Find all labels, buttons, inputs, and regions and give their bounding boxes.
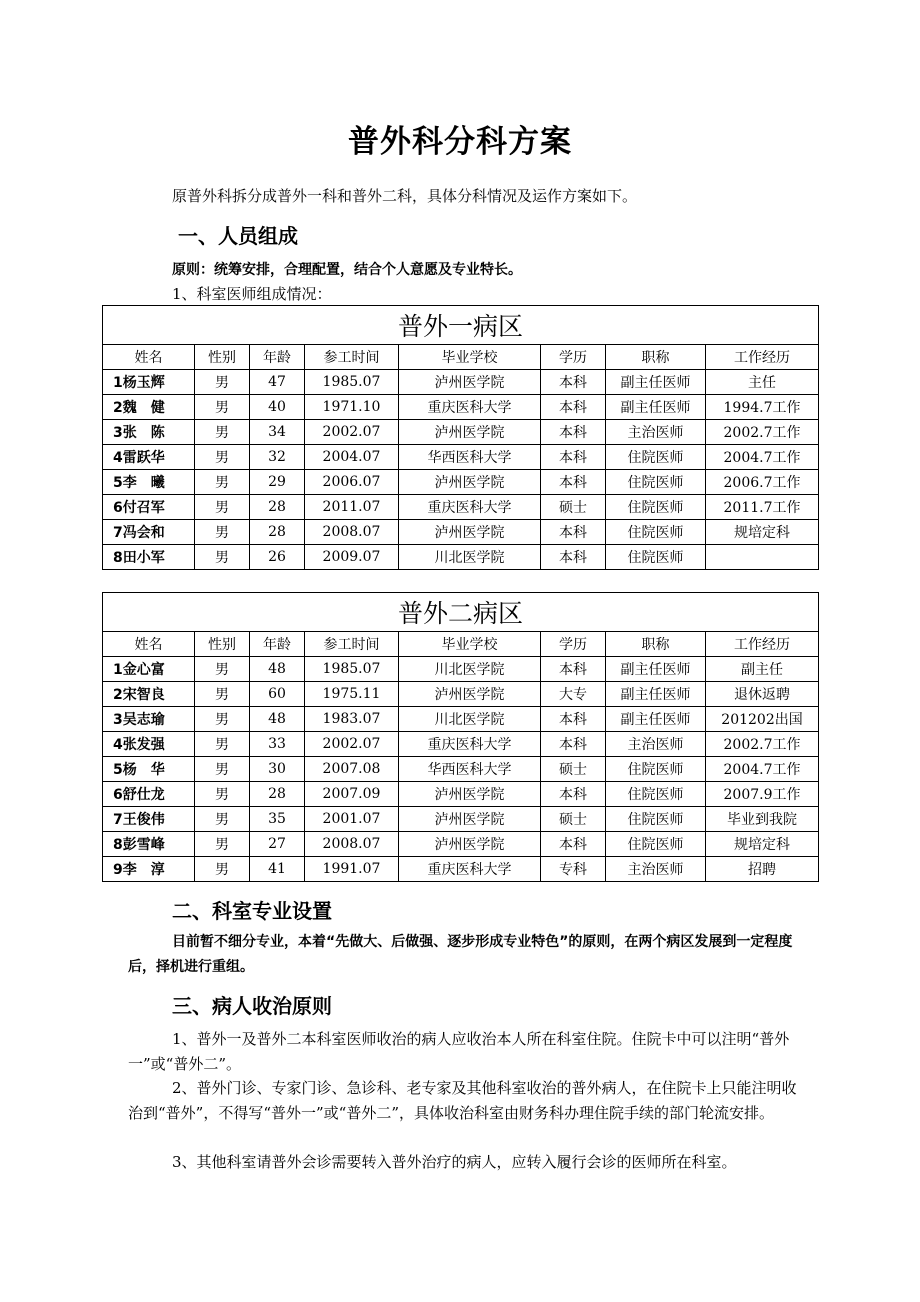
section3-item-3: 3、其他科室请普外会诊需要转入普外治疗的病人，应转入履行会诊的医师所在科室。 [172, 1153, 737, 1171]
cell-age: 48 [250, 657, 305, 682]
header-degree: 学历 [541, 632, 606, 657]
cell-title: 副主任医师 [606, 707, 706, 732]
cell-school: 川北医学院 [399, 707, 541, 732]
cell-age: 34 [250, 420, 305, 445]
cell-gender: 男 [195, 657, 250, 682]
cell-start: 2007.08 [305, 757, 399, 782]
cell-age: 40 [250, 395, 305, 420]
cell-experience: 招聘 [706, 857, 819, 882]
cell-start: 2011.07 [305, 495, 399, 520]
cell-start: 2006.07 [305, 470, 399, 495]
page-title: 普外科分科方案 [348, 124, 572, 160]
cell-name: 9李 淳 [103, 857, 195, 882]
table-row [103, 832, 819, 857]
cell-start: 1975.11 [305, 682, 399, 707]
intro-text: 原普外科拆分成普外一科和普外二科，具体分科情况及运作方案如下。 [172, 187, 638, 205]
cell-title: 主治医师 [606, 857, 706, 882]
cell-degree: 硕士 [541, 757, 606, 782]
cell-experience: 2002.7工作 [706, 732, 819, 757]
cell-experience: 规培定科 [706, 520, 819, 545]
cell-start: 2002.07 [305, 420, 399, 445]
cell-name: 8田小军 [103, 545, 195, 570]
cell-degree: 本科 [541, 657, 606, 682]
cell-gender: 男 [195, 495, 250, 520]
cell-name: 3张 陈 [103, 420, 195, 445]
table-row [103, 470, 819, 495]
cell-experience: 2004.7工作 [706, 445, 819, 470]
table-row [103, 782, 819, 807]
cell-title: 副主任医师 [606, 370, 706, 395]
cell-title: 主治医师 [606, 732, 706, 757]
section3-item-1: 1、普外一及普外二本科室医师收治的病人应收治本人所在科室住院。住院卡中可以注明“普外一”或“普外二”。 [128, 1030, 790, 1073]
cell-gender: 男 [195, 807, 250, 832]
cell-school: 重庆医科大学 [399, 732, 541, 757]
principle-text: 原则：统筹安排，合理配置，结合个人意愿及专业特长。 [172, 262, 522, 278]
cell-start: 2009.07 [305, 545, 399, 570]
cell-name: 2魏 健 [103, 395, 195, 420]
cell-gender: 男 [195, 682, 250, 707]
section2-heading: 二、科室专业设置 [172, 899, 332, 923]
header-gender: 性别 [195, 345, 250, 370]
cell-gender: 男 [195, 445, 250, 470]
cell-title: 住院医师 [606, 520, 706, 545]
cell-school: 泸州医学院 [399, 832, 541, 857]
cell-gender: 男 [195, 732, 250, 757]
cell-school: 川北医学院 [399, 657, 541, 682]
cell-name: 6付召军 [103, 495, 195, 520]
cell-age: 32 [250, 445, 305, 470]
cell-title: 副主任医师 [606, 395, 706, 420]
table-row [103, 807, 819, 832]
header-experience: 工作经历 [706, 632, 819, 657]
cell-degree: 本科 [541, 832, 606, 857]
cell-title: 副主任医师 [606, 657, 706, 682]
cell-title: 主治医师 [606, 420, 706, 445]
cell-school: 泸州医学院 [399, 682, 541, 707]
ward2-table [102, 592, 819, 882]
cell-name: 3吴志瑜 [103, 707, 195, 732]
cell-gender: 男 [195, 545, 250, 570]
table-row [103, 682, 819, 707]
cell-degree: 本科 [541, 395, 606, 420]
cell-degree: 本科 [541, 445, 606, 470]
cell-degree: 本科 [541, 545, 606, 570]
ward2-title: 普外二病区 [103, 593, 819, 632]
cell-start: 2001.07 [305, 807, 399, 832]
header-experience: 工作经历 [706, 345, 819, 370]
cell-degree: 本科 [541, 707, 606, 732]
table-row [103, 757, 819, 782]
cell-experience: 2011.7工作 [706, 495, 819, 520]
cell-start: 2008.07 [305, 520, 399, 545]
cell-degree: 本科 [541, 370, 606, 395]
cell-school: 泸州医学院 [399, 470, 541, 495]
cell-age: 60 [250, 682, 305, 707]
cell-experience: 2002.7工作 [706, 420, 819, 445]
ward1-header-row [103, 345, 819, 370]
table-row [103, 370, 819, 395]
cell-school: 泸州医学院 [399, 782, 541, 807]
header-name: 姓名 [103, 632, 195, 657]
cell-start: 1985.07 [305, 370, 399, 395]
cell-age: 28 [250, 495, 305, 520]
cell-experience: 毕业到我院 [706, 807, 819, 832]
header-title: 职称 [606, 345, 706, 370]
cell-age: 29 [250, 470, 305, 495]
cell-experience: 副主任 [706, 657, 819, 682]
cell-age: 41 [250, 857, 305, 882]
staff-subheading: 1、科室医师组成情况： [172, 285, 332, 303]
header-school: 毕业学校 [399, 632, 541, 657]
section3-heading: 三、病人收治原则 [172, 994, 332, 1018]
cell-school: 华西医科大学 [399, 445, 541, 470]
header-age: 年龄 [250, 632, 305, 657]
header-start: 参工时间 [305, 345, 399, 370]
cell-degree: 本科 [541, 732, 606, 757]
cell-title: 住院医师 [606, 832, 706, 857]
table-row [103, 657, 819, 682]
cell-name: 8彭雪峰 [103, 832, 195, 857]
table-row [103, 420, 819, 445]
cell-gender: 男 [195, 782, 250, 807]
cell-degree: 大专 [541, 682, 606, 707]
cell-school: 重庆医科大学 [399, 857, 541, 882]
cell-gender: 男 [195, 470, 250, 495]
cell-start: 2008.07 [305, 832, 399, 857]
cell-degree: 本科 [541, 782, 606, 807]
cell-gender: 男 [195, 395, 250, 420]
cell-start: 1991.07 [305, 857, 399, 882]
table-row [103, 520, 819, 545]
cell-age: 30 [250, 757, 305, 782]
cell-name: 5李 曦 [103, 470, 195, 495]
cell-age: 26 [250, 545, 305, 570]
cell-age: 28 [250, 782, 305, 807]
cell-school: 重庆医科大学 [399, 495, 541, 520]
cell-title: 住院医师 [606, 445, 706, 470]
cell-experience: 主任 [706, 370, 819, 395]
cell-experience [706, 545, 819, 570]
cell-start: 2007.09 [305, 782, 399, 807]
cell-start: 2002.07 [305, 732, 399, 757]
cell-experience: 2004.7工作 [706, 757, 819, 782]
cell-gender: 男 [195, 857, 250, 882]
cell-age: 27 [250, 832, 305, 857]
cell-school: 泸州医学院 [399, 370, 541, 395]
cell-title: 住院医师 [606, 470, 706, 495]
cell-age: 28 [250, 520, 305, 545]
cell-name: 5杨 华 [103, 757, 195, 782]
cell-school: 重庆医科大学 [399, 395, 541, 420]
cell-title: 住院医师 [606, 757, 706, 782]
cell-school: 泸州医学院 [399, 420, 541, 445]
section3-item-2: 2、普外门诊、专家门诊、急诊科、老专家及其他科室收治的普外病人，在住院卡上只能注明收治到“普外”，不得写“普外一”或“普外二”，具体收治科室由财务科办理住院手续的部门轮流安排。 [128, 1079, 797, 1122]
cell-school: 川北医学院 [399, 545, 541, 570]
cell-title: 副主任医师 [606, 682, 706, 707]
cell-name: 4雷跃华 [103, 445, 195, 470]
table-row [103, 732, 819, 757]
cell-degree: 专科 [541, 857, 606, 882]
table-row [103, 395, 819, 420]
cell-degree: 本科 [541, 520, 606, 545]
cell-name: 1杨玉辉 [103, 370, 195, 395]
cell-name: 1金心富 [103, 657, 195, 682]
cell-gender: 男 [195, 707, 250, 732]
cell-experience: 退休返聘 [706, 682, 819, 707]
table-row [103, 495, 819, 520]
header-school: 毕业学校 [399, 345, 541, 370]
ward1-title: 普外一病区 [103, 306, 819, 345]
header-name: 姓名 [103, 345, 195, 370]
cell-degree: 硕士 [541, 807, 606, 832]
cell-start: 1983.07 [305, 707, 399, 732]
cell-name: 6舒仕龙 [103, 782, 195, 807]
cell-title: 住院医师 [606, 807, 706, 832]
table-row [103, 445, 819, 470]
header-gender: 性别 [195, 632, 250, 657]
cell-experience: 2007.9工作 [706, 782, 819, 807]
cell-experience: 201202出国 [706, 707, 819, 732]
cell-experience: 规培定科 [706, 832, 819, 857]
cell-gender: 男 [195, 420, 250, 445]
cell-title: 住院医师 [606, 545, 706, 570]
cell-gender: 男 [195, 520, 250, 545]
cell-age: 35 [250, 807, 305, 832]
cell-start: 1985.07 [305, 657, 399, 682]
table-row [103, 545, 819, 570]
cell-school: 泸州医学院 [399, 807, 541, 832]
cell-gender: 男 [195, 832, 250, 857]
cell-degree: 本科 [541, 470, 606, 495]
cell-gender: 男 [195, 757, 250, 782]
cell-gender: 男 [195, 370, 250, 395]
cell-age: 33 [250, 732, 305, 757]
ward1-table [102, 305, 819, 570]
cell-school: 泸州医学院 [399, 520, 541, 545]
cell-age: 47 [250, 370, 305, 395]
cell-experience: 1994.7工作 [706, 395, 819, 420]
cell-degree: 本科 [541, 420, 606, 445]
section1-heading: 一、人员组成 [178, 224, 298, 248]
cell-start: 1971.10 [305, 395, 399, 420]
header-age: 年龄 [250, 345, 305, 370]
cell-name: 4张发强 [103, 732, 195, 757]
header-degree: 学历 [541, 345, 606, 370]
cell-degree: 硕士 [541, 495, 606, 520]
header-start: 参工时间 [305, 632, 399, 657]
cell-title: 住院医师 [606, 782, 706, 807]
ward2-header-row [103, 632, 819, 657]
cell-start: 2004.07 [305, 445, 399, 470]
cell-age: 48 [250, 707, 305, 732]
cell-experience: 2006.7工作 [706, 470, 819, 495]
table-row [103, 707, 819, 732]
cell-school: 华西医科大学 [399, 757, 541, 782]
cell-title: 住院医师 [606, 495, 706, 520]
table-row [103, 857, 819, 882]
header-title: 职称 [606, 632, 706, 657]
section2-body: 目前暂不细分专业，本着“先做大、后做强、逐步形成专业特色”的原则，在两个病区发展到一定程度后，择机进行重组。 [128, 934, 793, 975]
cell-name: 7冯会和 [103, 520, 195, 545]
cell-name: 7王俊伟 [103, 807, 195, 832]
cell-name: 2宋智良 [103, 682, 195, 707]
